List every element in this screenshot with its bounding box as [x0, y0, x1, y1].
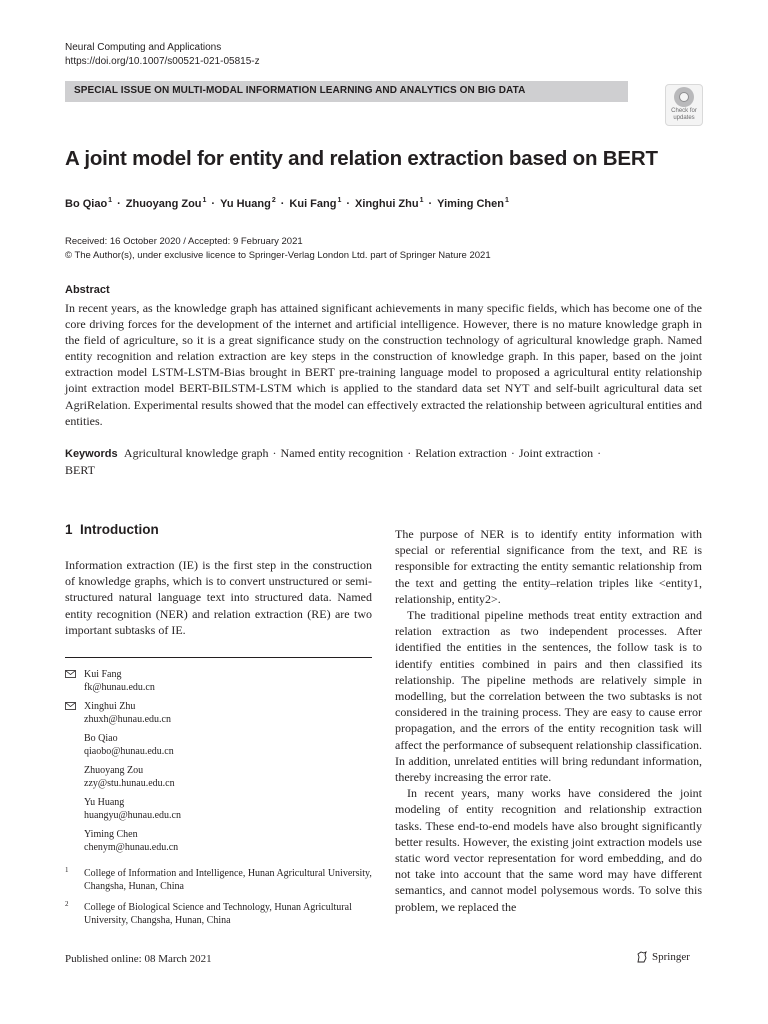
contact-name: Yu Huang: [84, 797, 125, 808]
paper-title: A joint model for entity and relation extraction based on BERT: [65, 147, 658, 170]
journal-header: [65, 41, 260, 69]
keywords-label: Keywords: [65, 448, 118, 460]
check-updates-icon: [674, 87, 694, 107]
contact-name: Yiming Chen: [84, 829, 138, 840]
contact-email[interactable]: zhuxh@hunau.edu.cn: [84, 714, 171, 725]
affiliation-text: College of Information and Intelligence, Hunan Agricultural University, Changsha, Hunan, China: [84, 868, 372, 892]
publication-dates: [65, 235, 491, 263]
keyword[interactable]: Agricultural knowledge graph: [123, 446, 269, 460]
special-issue-banner: [65, 81, 628, 102]
author[interactable]: Kui Fang$^1$: [289, 197, 342, 210]
author-separator: ·: [117, 197, 121, 210]
section-title: Introduction: [80, 522, 159, 537]
author[interactable]: Bo Qiao$^1$: [65, 197, 113, 210]
contact-entry: [65, 668, 372, 694]
contact-email[interactable]: zzy@stu.hunau.edu.cn: [84, 778, 175, 789]
section-heading: [65, 522, 159, 537]
author-separator: ·: [211, 197, 216, 210]
contact-email[interactable]: qiaobo@hunau.edu.cn: [84, 746, 174, 757]
author[interactable]: Yiming Chen$^1$: [437, 197, 509, 210]
doi-link[interactable]: https://doi.org/10.1007/s00521-021-05815-z: [65, 56, 260, 67]
contact-entry: [65, 764, 372, 790]
contact-name: Zhuoyang Zou: [84, 765, 144, 776]
publisher-name: Springer: [652, 951, 690, 963]
section-number: 1: [65, 522, 73, 537]
contact-email[interactable]: fk@hunau.edu.cn: [84, 682, 155, 693]
affiliation: [65, 901, 372, 927]
paragraph: Information extraction (IE) is the first step in the construction of knowledge graphs, which is to convert unstructured or semi-structured natural language text into structured data. Named entity recognition (NER) and relation extraction (RE) are two important subtasks of IE.: [65, 558, 372, 637]
author-separator: ·: [346, 197, 351, 210]
contact-name: Xinghui Zhu: [84, 701, 136, 712]
affiliation-list: [65, 867, 372, 935]
author[interactable]: Xinghui Zhu$^1$: [355, 197, 424, 210]
affiliation-number: 2: [65, 900, 69, 908]
contact-name: Bo Qiao: [84, 733, 118, 744]
check-for-updates-badge[interactable]: [665, 84, 703, 126]
keyword[interactable]: Joint extraction: [518, 446, 594, 460]
contact-entry: [65, 732, 372, 758]
paragraph: The purpose of NER is to identify entity information with special or referential significance from the text, and RE is responsible for extracting the entity semantic relationship from the text and getting the entity–relation triples like <entity1, relationship, entity2>.: [395, 527, 702, 606]
contact-entry: [65, 828, 372, 854]
contact-list: [65, 668, 372, 860]
published-online: Published online: 08 March 2021: [65, 953, 212, 965]
author-list: [65, 197, 509, 210]
contact-email[interactable]: chenym@hunau.edu.cn: [84, 842, 179, 853]
contact-entry: [65, 700, 372, 726]
affiliation-text: College of Biological Science and Technology, Hunan Agricultural University, Changsha, Hunan, China: [84, 902, 352, 926]
left-column: [65, 557, 372, 638]
affiliation-ref: 1: [202, 197, 207, 204]
affiliation-number: 1: [65, 866, 69, 874]
affiliation-ref: 2: [271, 197, 276, 204]
banner-text: SPECIAL ISSUE ON MULTI-MODAL INFORMATION LEARNING AND ANALYTICS ON BIG DATA: [74, 85, 526, 96]
contact-entry: [65, 796, 372, 822]
keyword[interactable]: Named entity recognition: [280, 446, 404, 460]
publisher-logo: [636, 951, 690, 963]
check-updates-line2: updates: [673, 115, 695, 121]
check-updates-line1: Check for: [671, 108, 697, 114]
abstract-text: In recent years, as the knowledge graph has attained significant achievements in many specific fields, which has become one of the core driving forces for the development of the internet and artificial intelligence. However, there is no mature knowledge graph in the field of agriculture, so it is a great significance study on the construction technology of agricultural knowledge graph. Named entity recognition and relation extraction are key steps in the construction of knowledge graph. In this paper, based on the joint extraction model LSTM-LSTM-Bias brought in BERT pre-training language model to proposed a agricultural entity relationship joint extraction model BERT-BILSTM-LSTM which is applied to the standard data set NYT and self-built agricultural data set AgriRelation. Experimental results showed that the model can effectively extracted the relationship between agricultural entities and entities.: [65, 301, 702, 428]
keywords: Keywords Agricultural knowledge graph · Named entity recognition · Relation extraction · Joint extraction · BERT: [65, 446, 602, 477]
paragraph: The traditional pipeline methods treat entity extraction and relation extraction as two independent processes. After identified the entities in the sentences, the follow task is to identify entities combined in pairs and then classified its relationship. The pipeline methods are relatively simple in modelling, but the correlation between the two subtasks is not considered in the training process. They are easy to cause error propagation, and the errors of the entity recognition task will affect the performance of subsequent relationship classification. In addition, unrelated entities will bring redundant information, thereby increasing the error rate.: [395, 608, 702, 785]
affiliation: [65, 867, 372, 893]
affiliation-ref: 1: [337, 197, 342, 204]
copyright-line: © The Author(s), under exclusive licence to Springer-Verlag London Ltd. part of Springer Nature 2021: [65, 250, 491, 261]
keyword[interactable]: BERT: [65, 463, 95, 477]
springer-horse-icon: [636, 951, 648, 963]
author-separator: ·: [280, 197, 285, 210]
author[interactable]: Yu Huang$^2$: [220, 197, 276, 210]
envelope-icon: [65, 670, 76, 678]
received-accepted: Received: 16 October 2020 / Accepted: 9 February 2021: [65, 236, 303, 247]
author[interactable]: Zhuoyang Zou$^1$: [125, 197, 207, 210]
envelope-icon: [65, 702, 76, 710]
abstract-heading: Abstract: [65, 284, 110, 296]
paragraph: In recent years, many works have considered the joint modeling of entity recognition and relationship extraction tasks. These end-to-end models have also brought significantly better results. However, the existing joint extraction models use static word vector representation for word embedding, and do not take into account that the same word may have different semantics, and cannot model polysemous words. To solve this problem, we replaced the: [395, 786, 702, 914]
author-separator: ·: [428, 197, 433, 210]
footnote-divider: [65, 657, 372, 658]
journal-name: Neural Computing and Applications: [65, 42, 222, 53]
affiliation-ref: 1: [419, 197, 424, 204]
affiliation-ref: 1: [505, 197, 509, 204]
right-column: [395, 526, 702, 915]
affiliation-ref: 1: [108, 197, 113, 204]
keyword[interactable]: Relation extraction: [415, 446, 507, 460]
contact-name: Kui Fang: [84, 669, 122, 680]
contact-email[interactable]: huangyu@hunau.edu.cn: [84, 810, 181, 821]
